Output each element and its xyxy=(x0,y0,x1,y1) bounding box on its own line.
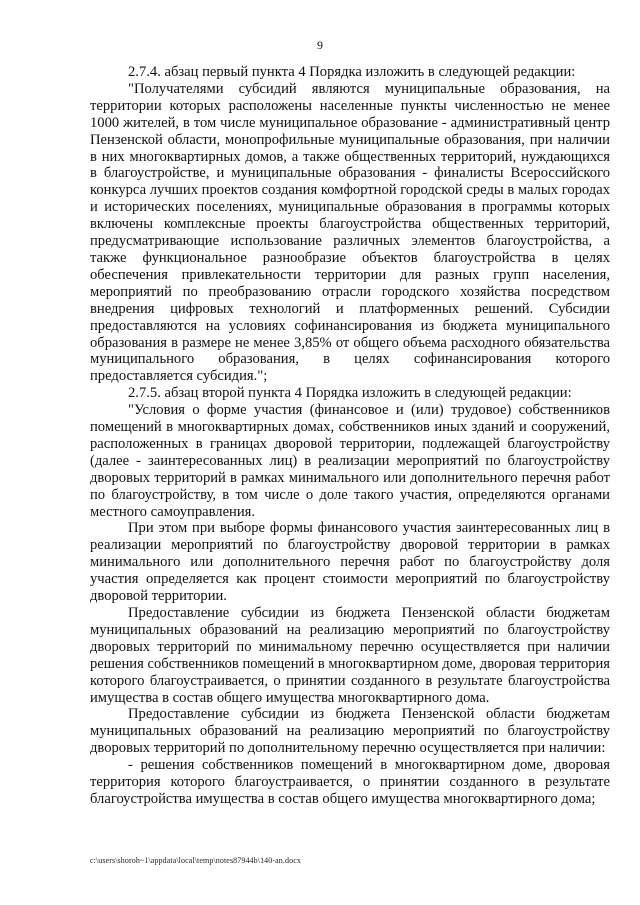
page-number: 9 xyxy=(317,38,323,52)
paragraph-participation-conditions: "Условия о форме участия (финансовое и (или) трудовое) собственников помещений в многоквартирных домах, собственников иных зданий и сооружений, расположенных в границах дворовой территории, подлежащей благоустройству (далее - заинтересованных лиц) в реализации мероприятий по благоустройству дворовых территорий в рамках минимального или дополнительного перечня работ по благоустройству, в том числе о доле такого участия, определяются органами местного самоуправления. xyxy=(90,402,610,520)
paragraph-recipients: "Получателями субсидий являются муниципальные образования, на территории которых расположены населенные пункты численностью не менее 1000 жителей, в том числе муниципальное образование - административный центр Пензенской области, монопрофильные муниципальные образования, при наличии в них многоквартирных домов, а также общественных территорий, нуждающихся в благоустройстве, и муниципальные образования - финалисты Всероссийского конкурса лучших проектов создания комфортной городской среды в малых городах и исторических поселениях, муниципальные образования в программы которых включены комплексные проекты благоустройства общественных территорий, предусматривающие использование различных элементов благоустройства, а также функциональное разнообразие объектов благоустройства в целях обеспечения привлекательности территории для разных групп населения, мероприятий по преобразованию отрасли городского хозяйства посредством внедрения цифровых технологий и платформенных решений. Субсидии предоставляются на условиях софинансирования из бюджета муниципального образования в размере не менее 3,85% от общего объема расходного обязательства муниципального образования, в целях софинансирования которого предоставляется субсидия."; xyxy=(90,80,610,385)
paragraph-2-7-5-heading: 2.7.5. абзац второй пункта 4 Порядка изложить в следующей редакции: xyxy=(128,385,572,402)
document-body xyxy=(90,64,610,808)
paragraph-additional-list-subsidy: Предоставление субсидии из бюджета Пензенской области бюджетам муниципальных образований на реализацию мероприятий по благоустройству дворовых территорий по дополнительному перечню осуществляется при наличии: xyxy=(90,706,610,757)
paragraph-owners-decision: - решения собственников помещений в многоквартирном доме, дворовая территория которого благоустраивается, о принятии созданного в результате благоустройства имущества в состав общего имущества многоквартирного дома; xyxy=(90,757,610,807)
paragraph-2-7-4-heading: 2.7.4. абзац первый пункта 4 Порядка изложить в следующей редакции: xyxy=(128,64,576,80)
footer-file-path: c:\users\shoroh~1\appdata\local\temp\notes87944b\140-an.docx xyxy=(90,856,301,865)
paragraph-minimal-list-subsidy: Предоставление субсидии из бюджета Пензенской области бюджетам муниципальных образований на реализацию мероприятий по благоустройству дворовых территорий по минимальному перечню осуществляется при наличии решения собственников помещений в многоквартирном доме, дворовая территория которого благоустраивается, о принятии созданного в результате благоустройства имущества в состав общего имущества многоквартирного дома. xyxy=(90,605,610,706)
paragraph-financial-participation: При этом при выборе формы финансового участия заинтересованных лиц в реализации мероприятий по благоустройству дворовой территории в рамках минимального или дополнительного перечня работ по благоустройству доля участия определяется как процент стоимости мероприятий по благоустройству дворовой территории. xyxy=(90,520,610,605)
